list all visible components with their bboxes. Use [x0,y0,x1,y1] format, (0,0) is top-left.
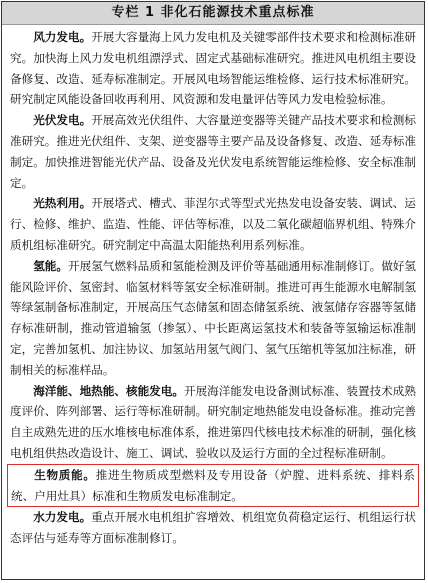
paragraph-head: 光热利用。 [33,196,92,211]
paragraph-solar-pv [10,110,416,193]
standards-panel [1,1,425,580]
panel-content [2,25,424,549]
paragraph-head: 水力发电。 [33,510,92,525]
paragraph-text: 开展高效光伏组件、大容量逆变器等关键产品技术要求和检测标准研究。推进光伏组件、支架、逆变器等主要产品及设备修复、改造、延寿标准制定。加快推进智能光伏产品、设备及光伏发电系统智能运维检修、安全标准制定。 [10,113,416,190]
paragraph-text: 推进生物质成型燃料及专用设备（炉膛、进料系统、排料系统、户用灶具）标准和生物质发电标准制定。 [11,467,415,503]
paragraph-text: 重点开展水电机组扩容增效、机组宽负荷稳定运行、机组运行状态评估与延寿等方面标准制修订。 [10,510,416,546]
paragraph-head: 风力发电。 [33,30,92,44]
paragraph-wind-power [10,27,416,110]
paragraph-biomass-highlighted [7,464,419,508]
paragraph-text: 开展氢气燃料品质和氢能检测及评价等基础通用标准制修订。做好氢能风险评价、氢密封、临氢材料等氢安全标准研制。推进可再生能源水电解制氢等绿氢制备标准制定，开展高压气态储氢和固态储氢系统、液氢储存容器等氢储存标准研制，推动管道输氢（掺氢）、中长距离运氢技术和装备等氢输运标准制定，完善加氢机、加注协议、加氢站用氢气阀门、氢气压缩机等氢加注标准，研制相关的标准样品。 [10,258,416,377]
paragraph-text: 开展大容量海上风力发电机及关键零部件技术要求和检测标准研究。加快海上风力发电机组漂浮式、固定式基础标准研究。推进风电机组主要设备修复、改造、延寿标准制定。开展风电场智能运维检修、运行技术标准研究。研究制定风能设备回收再利用、风资源和发电量评估等风力发电检验标准。 [10,30,416,107]
paragraph-text: 开展海洋能发电设备测试标准、装置技术成熟度评价、阵列部署、运行等标准研制。研究制定地热能发电设备标准。推动完善自主成熟先进的压水堆核电标准体系，推进第四代核电技术标准的研制，强化核电机组供热改造设计、施工、调试、验收以及运行方面的全过程标准研制。 [10,383,416,460]
paragraph-ocean-geothermal-nuclear [10,381,416,464]
panel-title: 专栏 1 非化石能源技术重点标准 [2,2,424,25]
paragraph-text: 开展塔式、槽式、菲涅尔式等型式光热发电设备安装、调试、运行、检修、维护、监造、性能、评估等标准，以及二氧化碳超临界机组、特殊介质机组标准研究。研究制定中高温太阳能热利用系列标准。 [10,196,416,252]
paragraph-head: 光伏发电。 [33,113,92,128]
paragraph-hydropower [10,507,416,549]
paragraph-head: 氢能。 [33,258,68,273]
paragraph-head: 海洋能、地热能、核能发电。 [33,383,184,398]
paragraph-head: 生物质能。 [34,467,96,482]
paragraph-solar-thermal [10,193,416,255]
paragraph-hydrogen [10,256,416,381]
